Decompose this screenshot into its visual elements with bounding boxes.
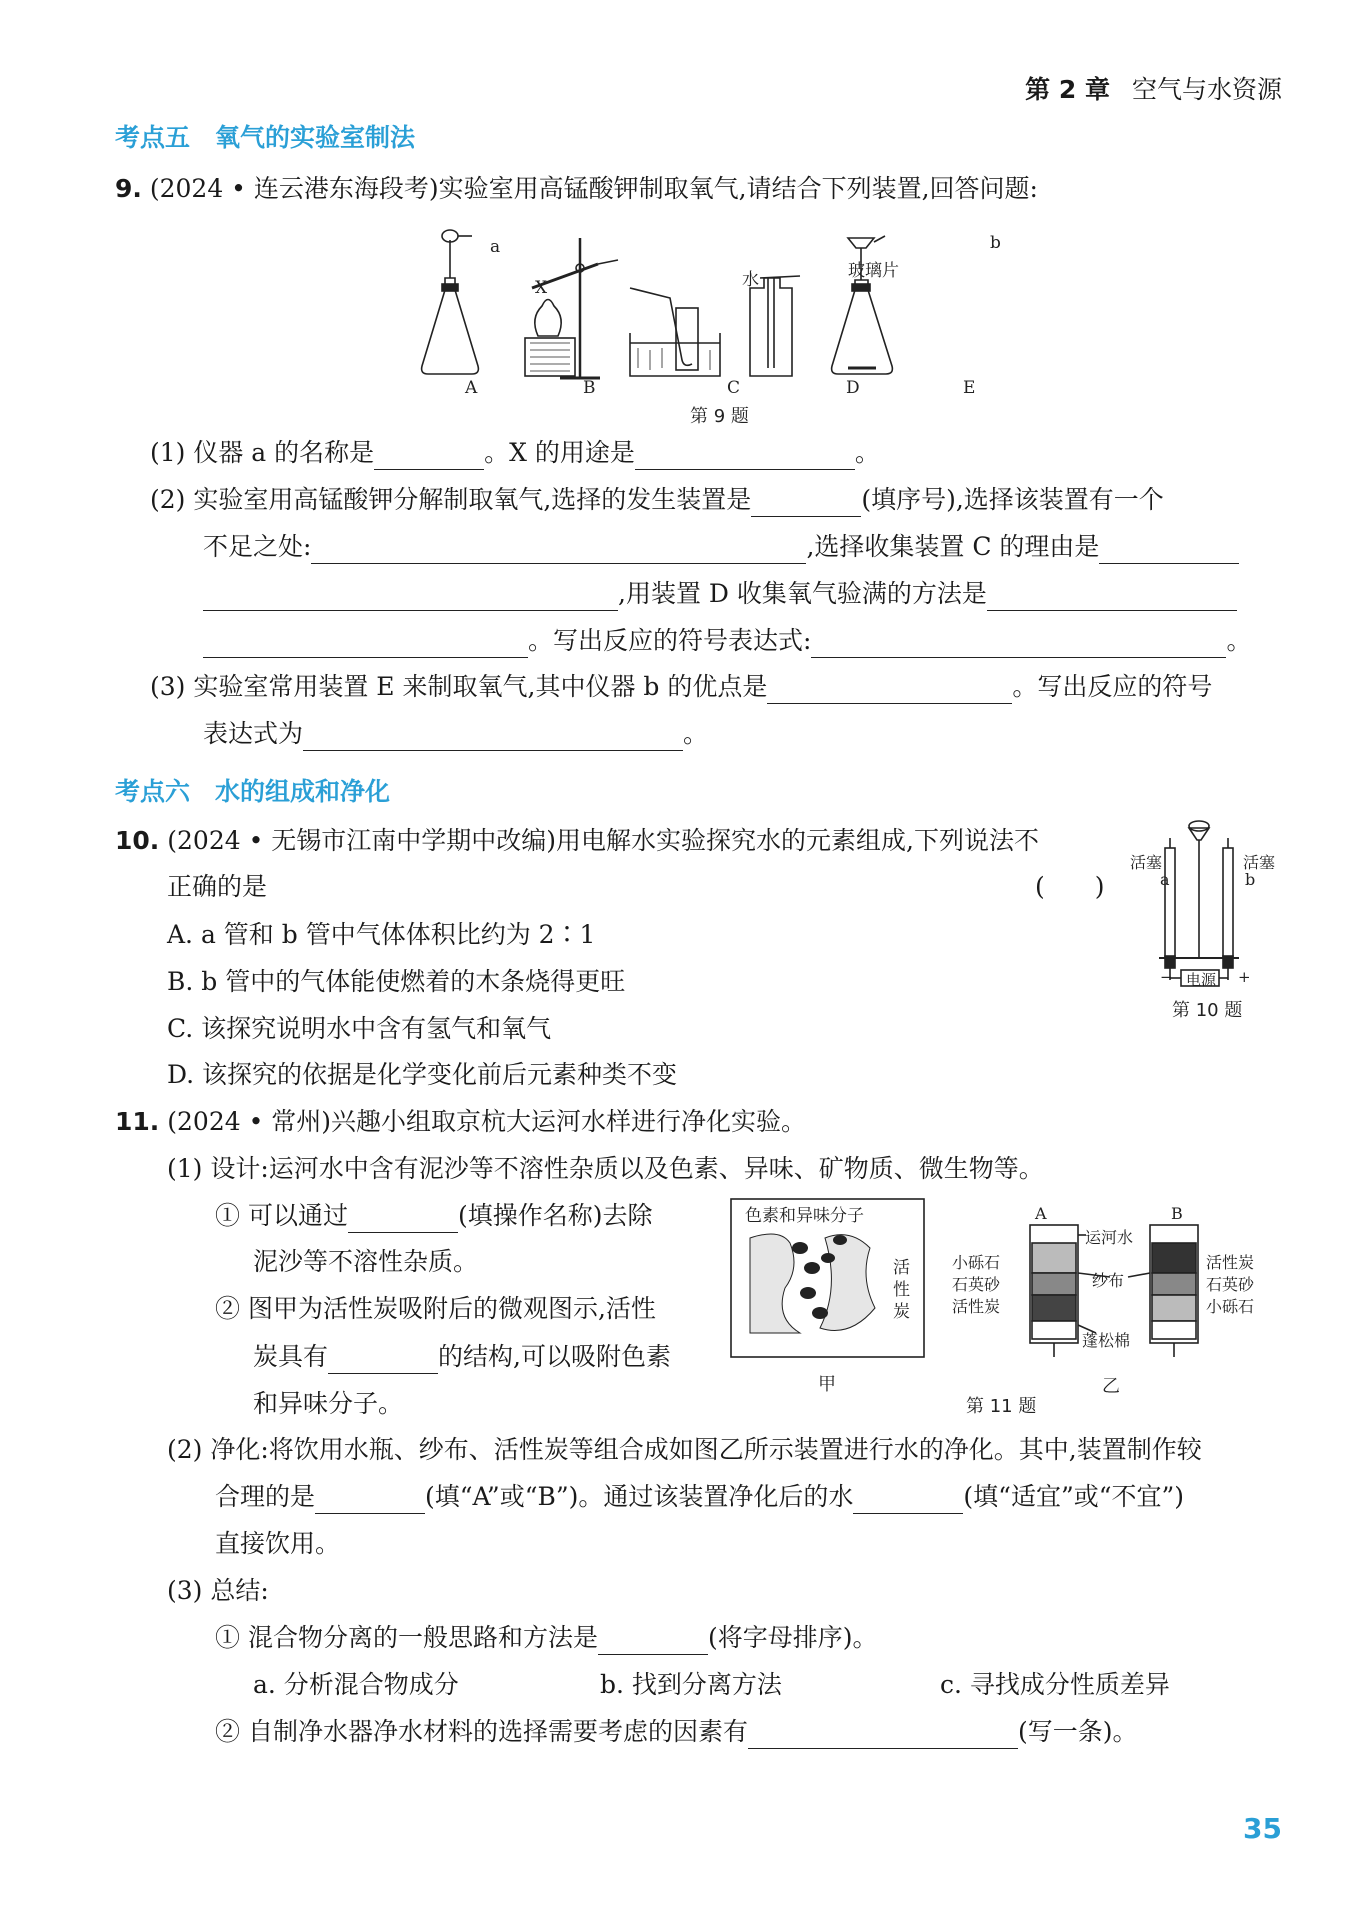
text: 。写出反应的符号 <box>1012 672 1213 701</box>
apparatus-d <box>750 276 800 376</box>
label-layer: 石英砂 <box>952 1275 1001 1294</box>
label-a: a <box>490 237 501 257</box>
label-b: b <box>990 233 1001 253</box>
q11-part2-line1: (2) 净化:将饮用水瓶、纱布、活性炭等组合成如图乙所示装置进行水的净化。其中,装置制作较 <box>167 1435 1202 1464</box>
text: 。 <box>683 719 709 748</box>
answer-blank[interactable] <box>203 584 618 611</box>
text: (写一条)。 <box>1017 1717 1138 1746</box>
label-layer: 石英砂 <box>1206 1275 1255 1294</box>
label-layer: 活性炭 <box>952 1297 1001 1316</box>
answer-blank[interactable] <box>751 490 861 517</box>
label-b: b <box>1245 870 1256 889</box>
q9-part2-line4 <box>203 624 1251 658</box>
label-B: B <box>1171 1204 1183 1223</box>
question-number: 10. <box>115 826 160 855</box>
figure-10-electrolysis <box>1145 818 1270 988</box>
chapter-title: 空气与水资源 <box>1131 75 1282 104</box>
text: 合理的是 <box>215 1482 316 1511</box>
label-A: A <box>1035 1204 1047 1223</box>
section-title: 考点六 水的组成和净化 <box>115 777 391 806</box>
text: ① 可以通过 <box>215 1201 348 1230</box>
label-power: 电源 <box>1186 971 1217 989</box>
label-jia-side: 性 <box>893 1280 910 1300</box>
text: (1) 仪器 a 的名称是 <box>150 438 375 467</box>
q11-part1-s1 <box>215 1199 652 1233</box>
figure-caption: 第 9 题 <box>690 406 749 427</box>
chapter-number: 第 2 章 <box>1025 75 1110 104</box>
label-layer: 小砾石 <box>952 1253 1001 1272</box>
answer-blank[interactable] <box>328 1347 438 1374</box>
text: 不足之处: <box>203 532 312 561</box>
label-valve-right: 活塞 <box>1243 853 1276 872</box>
option-a[interactable]: A. a 管和 b 管中气体体积比约为 2∶1 <box>167 920 596 949</box>
answer-blank[interactable] <box>203 631 528 658</box>
answer-blank[interactable] <box>303 724 683 751</box>
question-text: (2024 • 常州)兴趣小组取京杭大运河水样进行净化实验。 <box>167 1107 807 1136</box>
text: (填“适宜”或“不宜”) <box>963 1482 1185 1511</box>
text: 炭具有 <box>253 1342 329 1371</box>
q11-part1-s2: ② 图甲为活性炭吸附后的微观图示,活性 <box>215 1294 656 1323</box>
q11-part1: (1) 设计:运河水中含有泥沙等不溶性杂质以及色素、异味、矿物质、微生物等。 <box>167 1154 1044 1183</box>
q11-part3-s2 <box>215 1715 1137 1749</box>
question-text: (2024 • 连云港东海段考)实验室用高锰酸钾制取氧气,请结合下列装置,回答问题: <box>149 174 1038 203</box>
answer-blank[interactable] <box>348 1206 458 1233</box>
text: (3) 实验室常用装置 E 来制取氧气,其中仪器 b 的优点是 <box>150 672 768 701</box>
q9-part2-line3 <box>203 577 1237 611</box>
option-b[interactable]: B. b 管中的气体能使燃着的木条烧得更旺 <box>167 967 626 996</box>
answer-blank[interactable] <box>811 631 1226 658</box>
q9-part3-line2 <box>203 717 708 751</box>
q9-part2-line2 <box>203 530 1239 564</box>
label-plus: + <box>1238 968 1251 986</box>
question-number: 9. <box>115 174 142 203</box>
text: 。写出反应的符号表达式: <box>528 626 812 655</box>
answer-blank[interactable] <box>767 677 1012 704</box>
q11-part1-s1-cont: 泥沙等不溶性杂质。 <box>253 1247 479 1276</box>
question-10-stem-2 <box>167 870 267 904</box>
q11-part3: (3) 总结: <box>167 1576 269 1605</box>
answer-blank[interactable] <box>987 584 1237 611</box>
label-x: X <box>535 278 548 298</box>
text: 表达式为 <box>203 719 304 748</box>
text: (填操作名称)去除 <box>457 1201 653 1230</box>
apparatus-a <box>422 230 479 374</box>
text: ② 自制净水器净水材料的选择需要考虑的因素有 <box>215 1717 748 1746</box>
figure-9-apparatus <box>420 218 1020 418</box>
answer-blank[interactable] <box>635 443 855 470</box>
label-B: B <box>583 378 596 398</box>
apparatus-c <box>630 288 720 376</box>
question-9-stem <box>115 172 1038 206</box>
section-title: 考点五 氧气的实验室制法 <box>115 123 416 152</box>
question-number: 11. <box>115 1107 160 1136</box>
text: (将字母排序)。 <box>707 1623 878 1652</box>
figure-caption: 第 11 题 <box>966 1396 1037 1417</box>
q9-part1 <box>150 436 880 470</box>
q11-part2-line2 <box>215 1480 1184 1514</box>
option-b: b. 找到分离方法 <box>600 1670 782 1699</box>
option-c: c. 寻找成分性质差异 <box>940 1670 1170 1699</box>
text: (2) 实验室用高锰酸钾分解制取氧气,选择的发生装置是 <box>150 485 752 514</box>
apparatus-b <box>525 238 618 378</box>
label-jia-title: 色素和异味分子 <box>745 1206 864 1226</box>
page-number: 35 <box>1243 1812 1282 1845</box>
answer-blank[interactable] <box>374 443 484 470</box>
answer-blank[interactable] <box>311 537 806 564</box>
question-11-stem <box>115 1105 806 1139</box>
answer-blank[interactable] <box>598 1628 708 1655</box>
chapter-header <box>1025 70 1282 106</box>
label-water: 水 <box>742 270 759 290</box>
label-jia-side: 炭 <box>893 1302 910 1322</box>
answer-blank[interactable] <box>315 1487 425 1514</box>
label-C: C <box>727 378 741 398</box>
label-jia-side: 活 <box>893 1258 910 1278</box>
label-minus: − <box>1160 968 1173 986</box>
label-glass-plate: 玻璃片 <box>848 261 899 281</box>
text: (填“A”或“B”)。通过该装置净化后的水 <box>425 1482 854 1511</box>
label-valve-left: 活塞 <box>1130 853 1163 872</box>
text: ,用装置 D 收集氧气验满的方法是 <box>618 579 987 608</box>
label-layer: 小砾石 <box>1206 1297 1255 1316</box>
text: ,选择收集装置 C 的理由是 <box>806 532 1100 561</box>
question-10-stem <box>115 824 1039 858</box>
q9-part2-line1 <box>150 483 1164 517</box>
figure-caption: 第 10 题 <box>1172 1000 1243 1021</box>
option-c[interactable]: C. 该探究说明水中含有氢气和氧气 <box>167 1014 552 1043</box>
q11-part1-s2-end: 和异味分子。 <box>253 1389 404 1418</box>
text: 。X 的用途是 <box>484 438 635 467</box>
label-cotton: 蓬松棉 <box>1082 1331 1131 1350</box>
text: 的结构,可以吸附色素 <box>438 1342 671 1371</box>
figure-caption-yi: 乙 <box>1102 1376 1120 1397</box>
label-D: D <box>846 378 860 398</box>
q11-part3-s1 <box>215 1621 877 1655</box>
label-gauze: 纱布 <box>1092 1271 1125 1290</box>
answer-paren[interactable]: ( ) <box>1035 872 1105 901</box>
label-E: E <box>963 378 976 398</box>
answer-blank[interactable] <box>1099 537 1239 564</box>
text: (填序号),选择该装置有一个 <box>861 485 1164 514</box>
question-text: (2024 • 无锡市江南中学期中改编)用电解水实验探究水的元素组成,下列说法不 <box>167 826 1039 855</box>
text: ① 混合物分离的一般思路和方法是 <box>215 1623 598 1652</box>
text: 。 <box>1226 626 1252 655</box>
answer-blank[interactable] <box>853 1487 963 1514</box>
text: 。 <box>854 438 880 467</box>
option-a: a. 分析混合物成分 <box>253 1670 459 1699</box>
option-d[interactable]: D. 该探究的依据是化学变化前后元素种类不变 <box>167 1060 678 1089</box>
question-text: 正确的是 <box>167 872 268 901</box>
label-a: a <box>1160 870 1170 889</box>
label-layer: 活性炭 <box>1206 1253 1255 1272</box>
label-A: A <box>465 378 478 398</box>
label-river-water: 运河水 <box>1085 1228 1134 1247</box>
q11-part1-s2-cont <box>253 1340 671 1374</box>
answer-blank[interactable] <box>748 1722 1018 1749</box>
q9-part3-line1 <box>150 670 1212 704</box>
q11-part2-line3: 直接饮用。 <box>215 1529 341 1558</box>
figure-caption-jia: 甲 <box>818 1374 836 1395</box>
